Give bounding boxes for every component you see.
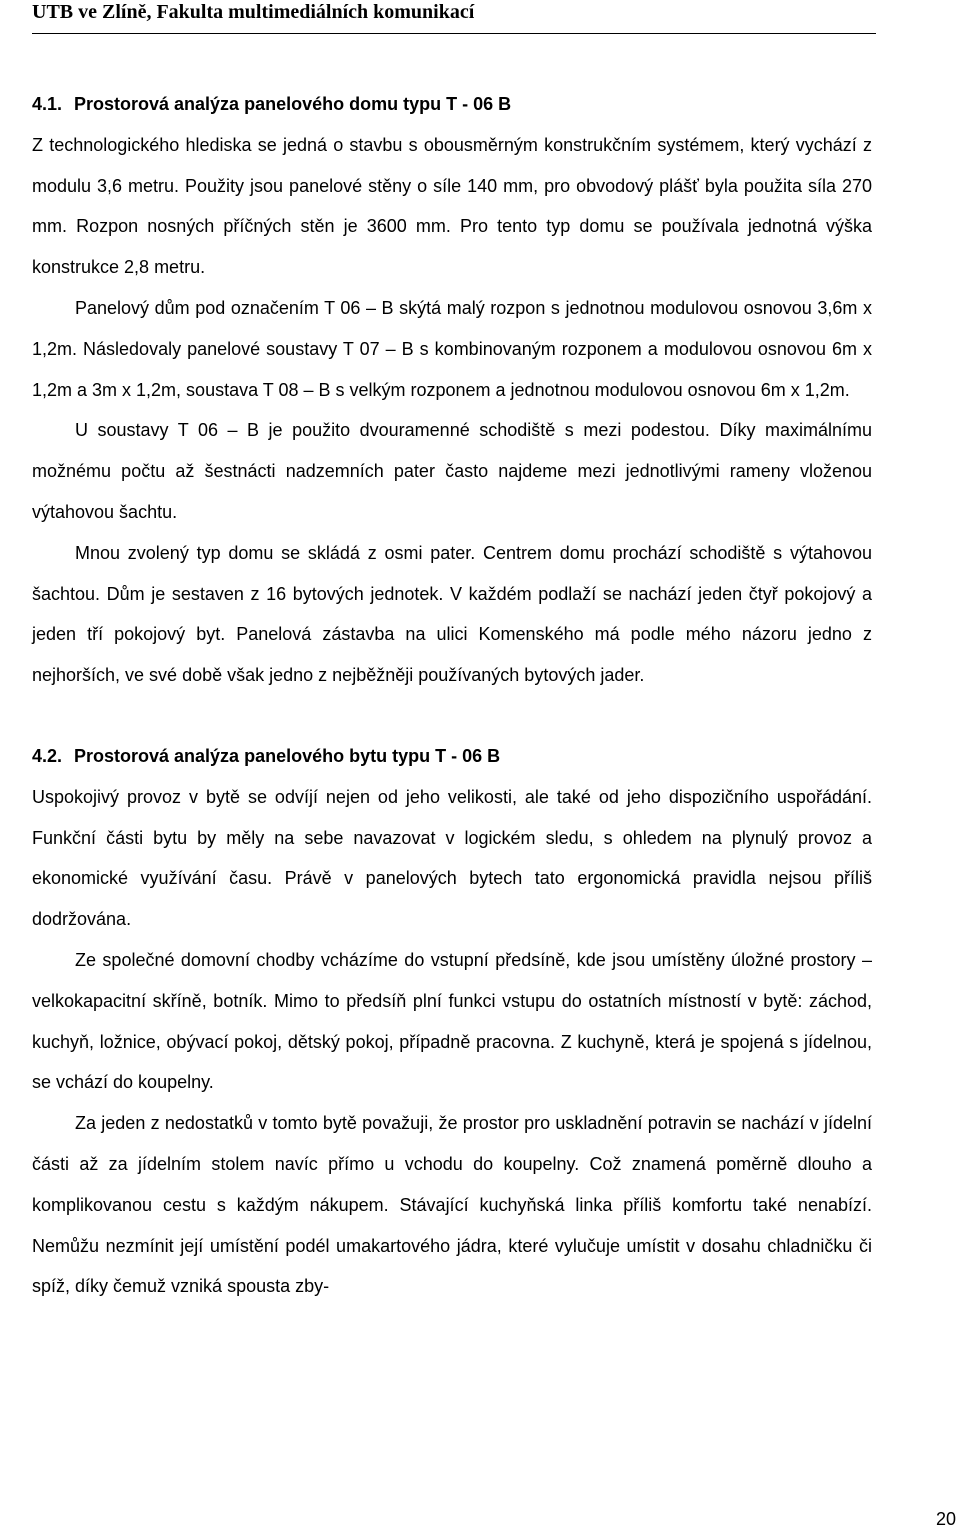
page-number: 20	[935, 1509, 956, 1529]
paragraph: Za jeden z nedostatků v tomto bytě považuji, že prostor pro uskladnění potravin se nachází v jídelní části až za jídelním stolem navíc přímo u vchodu do koupelny. Což znamená poměrně dlouho a komplikovanou cestu s každým nákupem. Stávající kuchyňská linka příliš komfortu také nenabízí. Nemůžu nezmínit její umístění podél umakartového jádra, které vylučuje umístit v dosahu chladničku či spíž, díky čemuž vzniká spousta zby-	[32, 1113, 872, 1297]
section-title: Prostorová analýza panelového domu typu T - 06 B	[74, 94, 512, 114]
section-title: Prostorová analýza panelového bytu typu T - 06 B	[74, 745, 501, 766]
paragraph: U soustavy T 06 – B je použito dvouramenné schodiště s mezi podestou. Díky maximálnímu možnému počtu až šestnácti nadzemních pater často najdeme mezi jednotlivými rameny vloženou výtahovou šachtu.	[32, 420, 872, 522]
paragraph: Ze společné domovní chodby vcházíme do vstupní předsíně, kde jsou umístěny úložné prostory – velkokapacitní skříně, botník. Mimo to předsíň plní funkci vstupu do ostatních místností v bytě: záchod, kuchyň, ložnice, obývací pokoj, dětský pokoj, případně pracovna. Z kuchyně, která je spojená s jídelnou, se vchází do koupelny.	[32, 949, 872, 1093]
page-content	[32, 84, 872, 1307]
section-number: 4.2.	[32, 745, 63, 766]
paragraph: Z technologického hlediska se jedná o stavbu s obousměrným konstrukčním systémem, který vychází z modulu 3,6 metru. Použity jsou panelové stěny o síle 140 mm, pro obvodový plášť byla použita síla 270 mm. Rozpon nosných příčných stěn je 3600 mm. Pro tento typ domu se používala jednotná výška konstrukce 2,8 metru.	[32, 134, 872, 278]
paragraph: Mnou zvolený typ domu se skládá z osmi pater. Centrem domu prochází schodiště s výtahovou šachtou. Dům je sestaven z 16 bytových jednotek. V každém podlaží se nachází jeden čtyř pokojový a jeden tří pokojový byt. Panelová zástavba na ulici Komenského má podle mého názoru jedno z nejhorších, ve své době však jedno z nejběžněji používaných bytových jader.	[32, 542, 872, 686]
section-heading-4-2	[32, 736, 872, 777]
section-number: 4.1.	[32, 94, 63, 114]
running-header	[32, 0, 876, 34]
section-spacer	[32, 696, 872, 736]
header-title: UTB ve Zlíně, Fakulta multimediálních komunikací	[32, 1, 475, 23]
paragraph: Uspokojivý provoz v bytě se odvíjí nejen od jeho velikosti, ale také od jeho dispozičního uspořádání. Funkční části bytu by měly na sebe navazovat v logickém sledu, s ohledem na plynulý provoz a ekonomické využívání času. Právě v panelových bytech tato ergonomická pravidla nejsou příliš dodržována.	[32, 786, 872, 930]
paragraph: Panelový dům pod označením T 06 – B skýtá malý rozpon s jednotnou modulovou osnovou 3,6m x 1,2m. Následovaly panelové soustavy T 07 – B s kombinovaným rozponem a modulovou osnovou 6m x 1,2m a 3m x 1,2m, soustava T 08 – B s velkým rozponem a jednotnou modulovou osnovou 6m x 1,2m.	[32, 297, 872, 400]
section-heading-4-1	[32, 84, 872, 125]
